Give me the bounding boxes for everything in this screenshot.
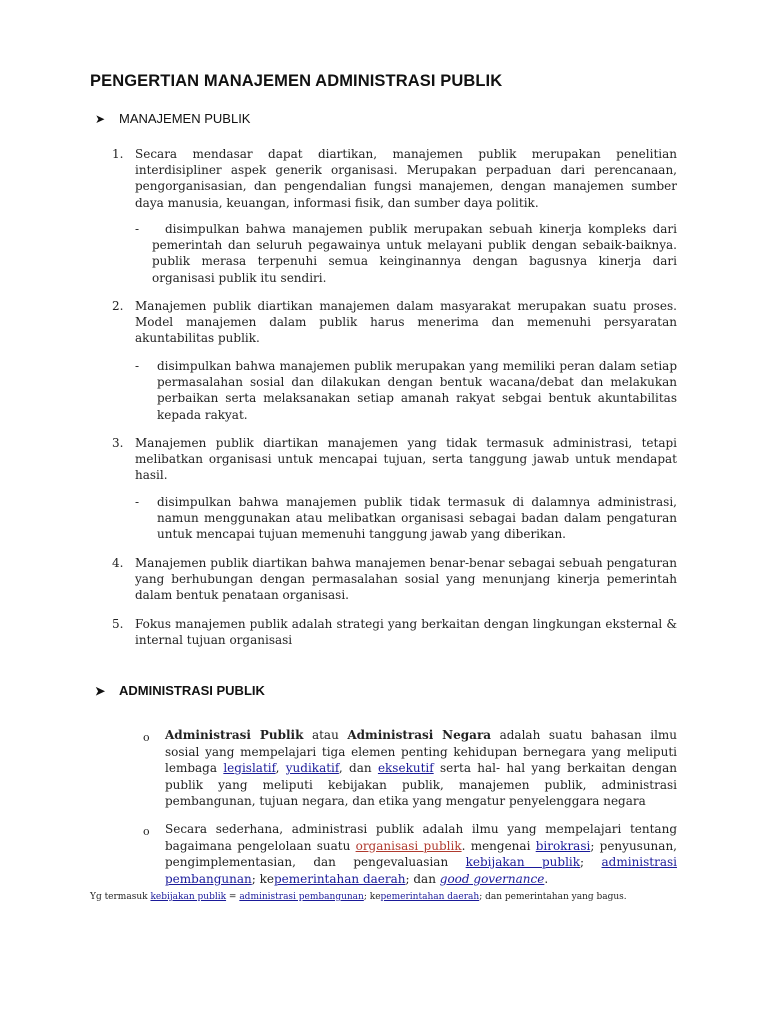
list-item-text: Manajemen publik diartikan manajemen yang tidak termasuk administrasi, tetapi melibatkan organisasi untuk mencapai tujuan, serta tanggung jawab untuk mendapat hasil. — [135, 436, 677, 483]
list-item-text: Manajemen publik diartikan manajemen dalam masyarakat merupakan suatu proses. Model manajemen dalam publik harus menerima dan memenuhi persyaratan akuntabilitas publik. — [135, 299, 677, 346]
list-item-number: 5. — [112, 617, 124, 631]
section-heading-administrasi-publik: ➤ ADMINISTRASI PUBLIK — [95, 683, 265, 698]
circle-bullet-icon: o — [143, 731, 150, 744]
list-item-text: Secara mendasar dapat diartikan, manajemen publik merupakan penelitian interdisipliner aspek generik organisasi. Merupakan perpaduan dari perencanaan, pengorganisasian, dan pengendalian fungsi manajemen, dengan manajemen sumber daya manusia, keuangan, informasi fisik, dan sumber daya politik. — [135, 147, 677, 210]
conclusion-text: disimpulkan bahwa manajemen publik merupakan yang memiliki peran dalam setiap permasalahan sosial dan dilakukan dengan bentuk wacana/debat dan melakukan perbaikan serta melaksanakan setiap amanah rakyat sebgai bentuk akuntabilitas kepada rakyat. — [157, 359, 677, 422]
link-kebijakan-publik[interactable]: kebijakan publik — [465, 855, 581, 869]
dash-marker: - — [135, 222, 140, 236]
link-administrasi-pembangunan[interactable]: administrasi pembangunan — [165, 855, 678, 886]
list-item-text: Manajemen publik diartikan bahwa manajemen benar-benar sebagai sebuah pengaturan yang berhubungan dengan permasalahan sosial yang menunjang kinerja pemerintah dalam bentuk penataan organisasi. — [135, 556, 677, 603]
document-title: PENGERTIAN MANAJEMEN ADMINISTRASI PUBLIK — [90, 72, 503, 90]
list-item-number: 1. — [112, 147, 124, 161]
paragraph-administrasi-publik: Administrasi Publik atau Administrasi Negara adalah suatu bahasan ilmu sosial yang mempelajari tiga elemen penting kehidupan bernegara yang meliputi lembaga legislatif, yudikatif, dan eksekutif serta hal- hal yang berkaitan dengan publik yang meliputi kebijakan publik, manajemen publik, administrasi pembangunan, tujuan negara, dan etika yang mengatur penyelenggara negara — [165, 728, 678, 808]
link-legislatif[interactable]: legislatif — [223, 761, 276, 775]
link-yudikatif[interactable]: yudikatif — [285, 761, 339, 775]
link-organisasi-publik[interactable]: organisasi publik — [355, 838, 462, 853]
arrow-bullet-icon: ➤ — [95, 684, 106, 698]
paragraph-secara-sederhana: Secara sederhana, administrasi publik adalah ilmu yang mempelajari tentang bagaimana pengelolaan suatu organisasi publik. mengenai birokrasi; penyusunan, pengimplementasian, dan pengevaluasian kebijakan publik; administrasi pembangunan; kepemerintahan daerah; dan good governance. — [165, 822, 678, 886]
footnote: Yg termasuk kebijakan publik = administrasi pembangunan; kepemerintahan daerah; dan pemerintahan yang bagus. — [90, 892, 627, 902]
footnote-link-administrasi-pembangunan[interactable]: administrasi pembangunan — [239, 892, 364, 902]
footnote-link-kebijakan-publik[interactable]: kebijakan publik — [150, 892, 227, 902]
arrow-bullet-icon: ➤ — [95, 112, 106, 126]
conclusion-text: disimpulkan bahwa manajemen publik tidak termasuk di dalamnya administrasi, namun menggunakan atau melibatkan organisasi sebagai badan dalam pengaturan untuk mencapai tujuan memenuhi tanggung jawab yang diberikan. — [157, 495, 677, 542]
conclusion-text: disimpulkan bahwa manajemen publik merupakan sebuah kinerja kompleks dari pemerintah dan seluruh pegawainya untuk melayani publik dengan sebaik-baiknya. publik merasa terpenuhi semua keinginannya dengan bagusnya kinerja dari organisasi publik itu sendiri. — [152, 222, 677, 285]
footnote-link-pemerintahan-daerah[interactable]: pemerintahan daerah — [380, 892, 480, 902]
link-pemerintahan-daerah[interactable]: pemerintahan daerah — [273, 871, 406, 886]
link-birokrasi[interactable]: birokrasi — [535, 838, 591, 853]
circle-bullet-icon: o — [143, 825, 150, 838]
section-heading-manajemen-publik: ➤ MANAJEMEN PUBLIK — [95, 111, 251, 126]
dash-marker: - — [135, 495, 140, 509]
link-eksekutif[interactable]: eksekutif — [377, 761, 434, 775]
list-item-number: 4. — [112, 556, 124, 570]
list-item-number: 3. — [112, 436, 124, 450]
list-item-number: 2. — [112, 299, 124, 313]
link-good-governance[interactable]: good governance — [439, 871, 545, 886]
list-item-text: Fokus manajemen publik adalah strategi yang berkaitan dengan lingkungan eksternal & internal tujuan organisasi — [135, 617, 677, 648]
dash-marker: - — [135, 359, 140, 373]
